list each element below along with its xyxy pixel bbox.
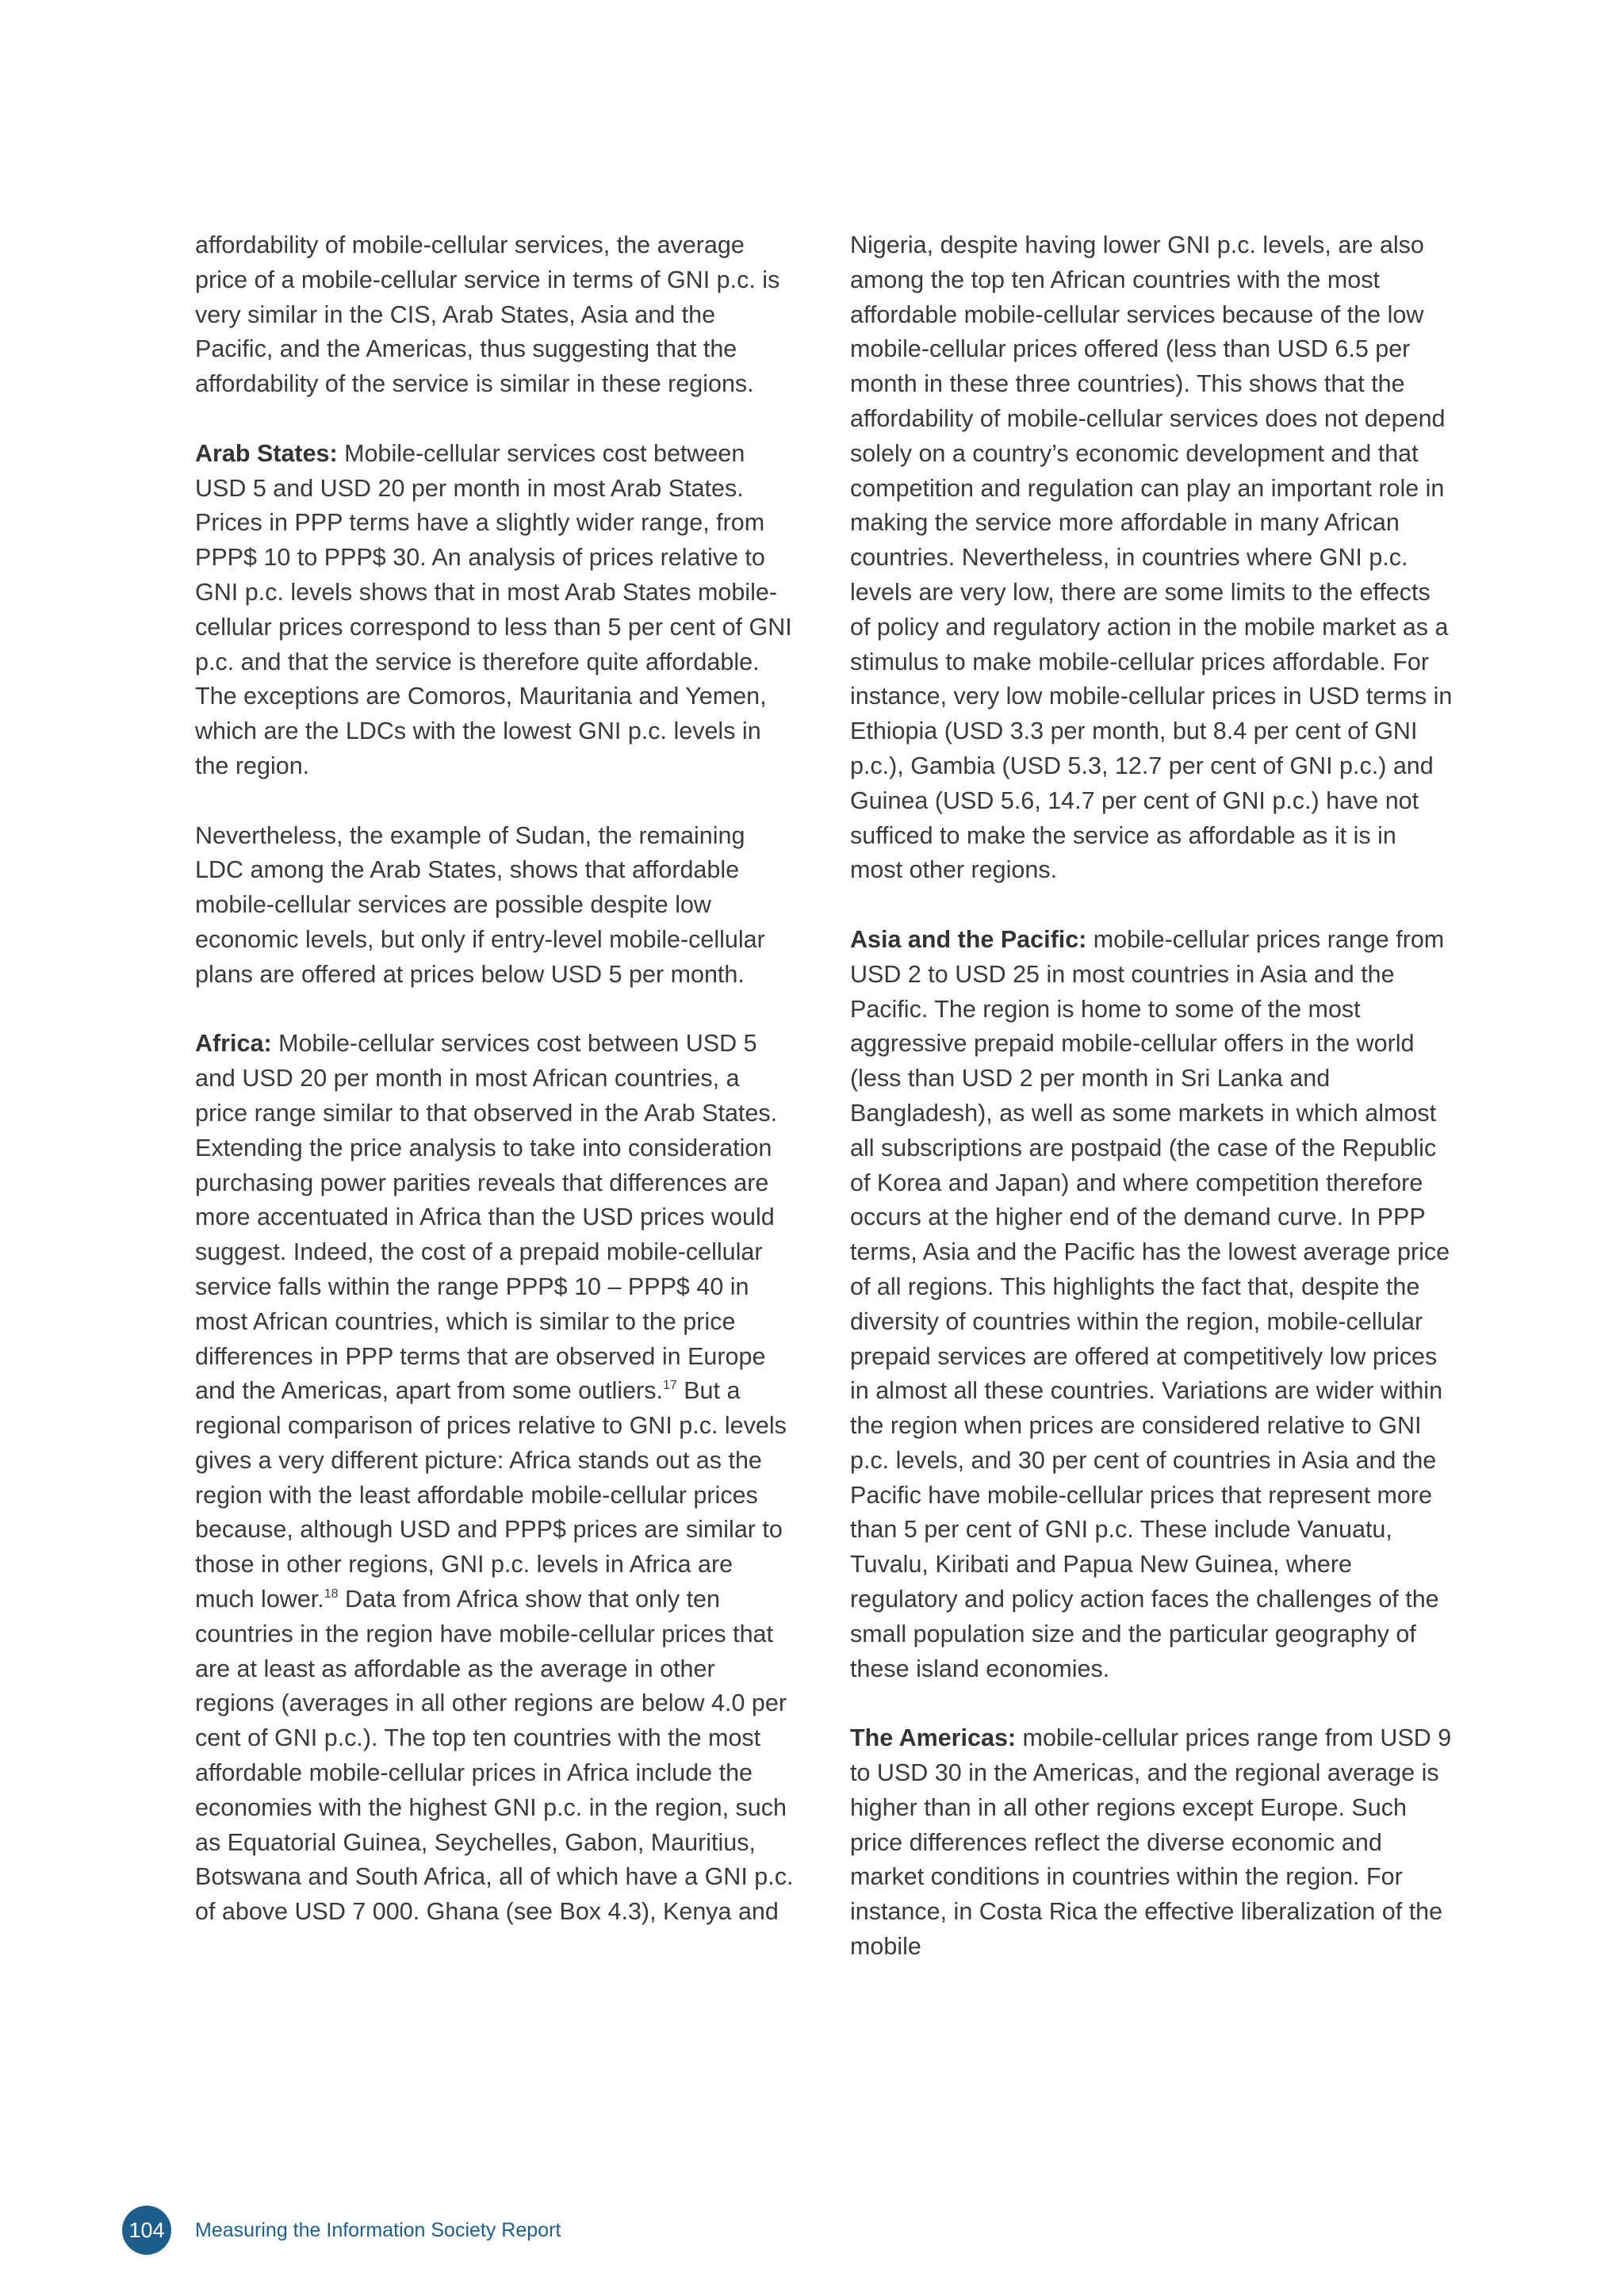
paragraph: Nigeria, despite having lower GNI p.c. levels, are also among the top ten African countries with the most affordable mobile-cellular services because of the low mobile-cellular prices offered (less than USD 6.5 per month in these three countries). This shows that the affordability of mobile-cellular services does not depend solely on a country’s economic development and that competition and regulation can play an important role in making the service more affordable in many African countries. Nevertheless, in countries where GNI p.c. levels are very low, there are some limits to the effects of policy and regulatory action in the mobile market as a stimulus to make mobile-cellular prices affordable. For instance, very low mobile-cellular prices in USD terms in Ethiopia (USD 3.3 per month, but 8.4 per cent of GNI p.c.), Gambia (USD 5.3, 12.7 per cent of GNI p.c.) and Guinea (USD 5.6, 14.7 per cent of GNI p.c.) have not sufficed to make the service as affordable as it is in most other regions. xyxy=(850,232,1453,884)
left-column xyxy=(195,228,798,1965)
report-title: Measuring the Information Society Report xyxy=(195,2218,561,2241)
paragraph-asia-pacific: Asia and the Pacific: mobile-cellular prices range from USD 2 to USD 25 in most countries in Asia and the Pacific. The region is home to some of the most aggressive prepaid mobile-cellular offers in the world (less than USD 2 per month in Sri Lanka and Bangladesh), as well as some markets in which almost all subscriptions are postpaid (the case of the Republic of Korea and Japan) and where competition therefore occurs at the higher end of the demand curve. In PPP terms, Asia and the Pacific has the lowest average price of all regions. This highlights the fact that, despite the diversity of countries within the region, mobile-cellular prepaid services are offered at competitively low prices in almost all these countries. Variations are wider within the region when prices are considered relative to GNI p.c. levels, and 30 per cent of countries in Asia and the Pacific have mobile-cellular prices that represent more than 5 per cent of GNI p.c. These include Vanuatu, Tuvalu, Kiribati and Papua New Guinea, where regulatory and policy action faces the challenges of the small population size and the particular geography of these island economies. xyxy=(850,925,1450,1682)
paragraph-arab-states: Arab States: Mobile-cellular services cost between USD 5 and USD 20 per month in most Arab States. Prices in PPP terms have a slightly wider range, from PPP$ 10 to PPP$ 30. An analysis of prices relative to GNI p.c. levels shows that in most Arab States mobile-cellular prices correspond to less than 5 per cent of GNI p.c. and that the service is therefore quite affordable. The exceptions are Comoros, Mauritania and Yemen, which are the LDCs with the lowest GNI p.c. levels in the region. xyxy=(195,439,792,779)
section-lead-africa: Africa: xyxy=(195,1030,272,1058)
page-number-badge: 104 xyxy=(122,2206,171,2255)
paragraph: affordability of mobile-cellular services, the average price of a mobile-cellular service in terms of GNI p.c. is very similar in the CIS, Arab States, Asia and the Pacific, and the Americas, thus suggesting that the affordability of the service is similar in these regions. xyxy=(195,232,780,398)
section-lead-americas: The Americas: xyxy=(850,1724,1017,1752)
footnote-ref-17[interactable]: 17 xyxy=(662,1379,677,1393)
paragraph-africa: Africa: Mobile-cellular services cost between USD 5 and USD 20 per month in most African countries, a price range similar to that observed in the Arab States. Extending the price analysis to take into consideration purchasing power parities reveals that differences are more accentuated in Africa than the USD prices would suggest. Indeed, the cost of a prepaid mobile-cellular service falls within the range PPP$ 10 – PPP$ 40 in most African countries, which is similar to the price differences in PPP terms that are observed in Europe and the Americas, apart from some outliers.$^{17}$ But a regional comparison of prices relative to GNI p.c. levels gives a very different picture: Africa stands out as the region with the least affordable mobile-cellular prices because, although USD and PPP$ prices are similar to those in other regions, GNI p.c. levels in Africa are much lower.$^{18}$ Data from Africa show that only ten countries in the region have mobile-cellular prices that are at least as affordable as the average in other regions (averages in all other regions are below 4.0 per cent of GNI p.c.). The top ten countries with the most affordable mobile-cellular prices in Africa include the economies with the highest GNI p.c. in the region, such as Equatorial Guinea, Seychelles, Gabon, Mauritius, Botswana and South Africa, all of which have a GNI p.c. of above USD 7 000. Ghana (see Box 4.3), Kenya and xyxy=(195,1030,794,1926)
footnote-ref-18[interactable]: 18 xyxy=(324,1587,339,1601)
section-lead-asia-pacific: Asia and the Pacific: xyxy=(850,925,1087,953)
right-column xyxy=(850,228,1453,1999)
paragraph-americas: The Americas: mobile-cellular prices range from USD 9 to USD 30 in the Americas, and the regional average is higher than in all other regions except Europe. Such price differences reflect the diverse economic and market conditions in countries within the region. For instance, in Costa Rica the effective liberalization of the mobile xyxy=(850,1724,1452,1961)
paragraph: Nevertheless, the example of Sudan, the remaining LDC among the Arab States, shows that affordable mobile-cellular services are possible despite low economic levels, but only if entry-level mobile-cellular plans are offered at prices below USD 5 per month. xyxy=(195,821,765,988)
section-lead-arab-states: Arab States: xyxy=(195,439,338,467)
page-footer xyxy=(122,2206,561,2255)
